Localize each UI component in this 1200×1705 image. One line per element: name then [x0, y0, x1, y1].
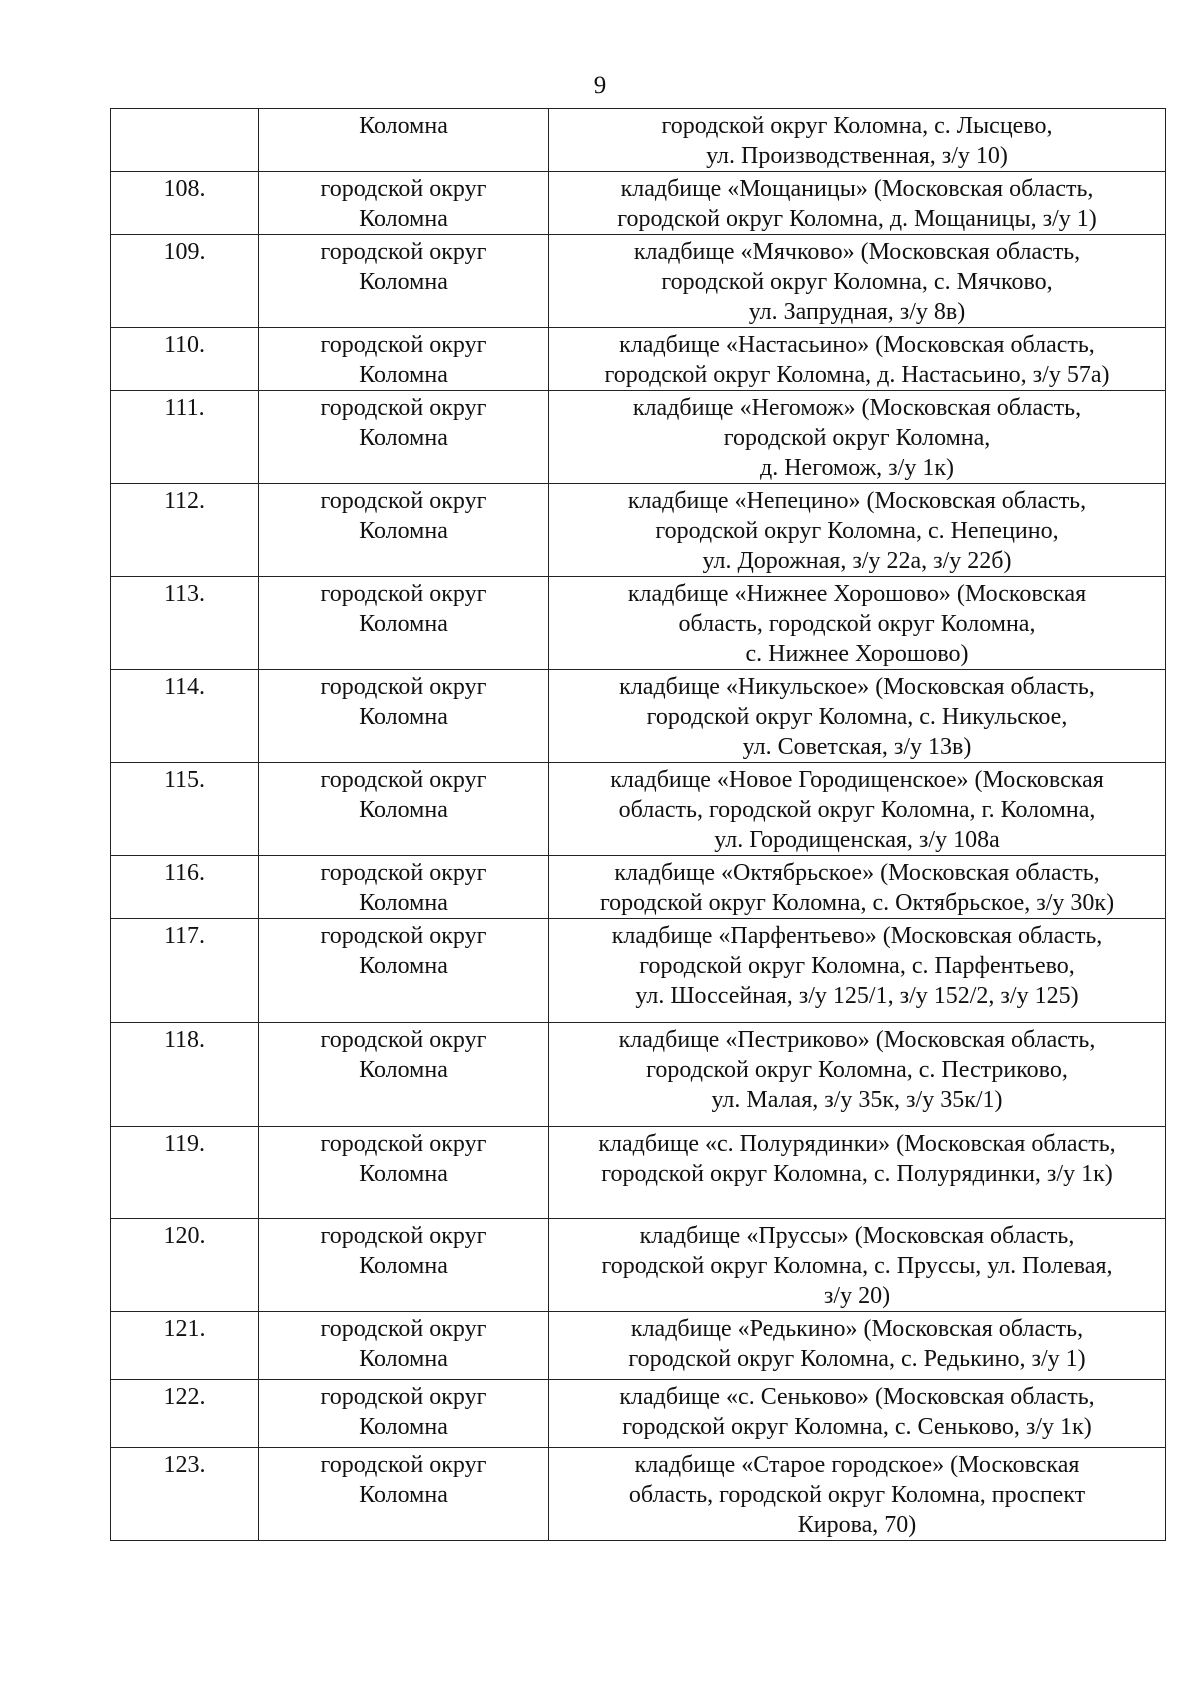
row-number-cell: 119.: [111, 1127, 259, 1219]
table-row: [111, 391, 1166, 484]
row-number-cell: 116.: [111, 856, 259, 919]
table-row: [111, 1380, 1166, 1448]
row-number-cell: 111.: [111, 391, 259, 484]
district-cell: городской округ Коломна: [259, 919, 549, 1023]
row-number-cell: 121.: [111, 1312, 259, 1380]
district-cell: городской округ Коломна: [259, 1219, 549, 1312]
cemetery-cell: кладбище «Октябрьское» (Московская область, городской округ Коломна, с. Октябрьское, з/у 30к): [549, 856, 1166, 919]
row-number-cell: 120.: [111, 1219, 259, 1312]
cemetery-registry-table: [110, 108, 1166, 1541]
row-number-cell: 122.: [111, 1380, 259, 1448]
cemetery-cell: кладбище «Настасьино» (Московская область, городской округ Коломна, д. Настасьино, з/у 57а): [549, 328, 1166, 391]
table-row: [111, 577, 1166, 670]
district-cell: городской округ Коломна: [259, 391, 549, 484]
cemetery-cell: кладбище «Старое городское» (Московская область, городской округ Коломна, проспект Кирова, 70): [549, 1448, 1166, 1541]
row-number-cell: 110.: [111, 328, 259, 391]
district-cell: городской округ Коломна: [259, 1380, 549, 1448]
district-cell: городской округ Коломна: [259, 763, 549, 856]
row-number-cell: [111, 109, 259, 172]
table-body: [111, 109, 1166, 1541]
table-row: [111, 1448, 1166, 1541]
cemetery-cell: кладбище «Никульское» (Московская область, городской округ Коломна, с. Никульское, ул. Советская, з/у 13в): [549, 670, 1166, 763]
table-row: [111, 856, 1166, 919]
table-row: [111, 328, 1166, 391]
cemetery-cell: кладбище «Нижнее Хорошово» (Московская область, городской округ Коломна, с. Нижнее Хорошово): [549, 577, 1166, 670]
page-number: 9: [593, 72, 607, 99]
row-number-cell: 109.: [111, 235, 259, 328]
row-number-cell: 114.: [111, 670, 259, 763]
table-row: [111, 1023, 1166, 1127]
row-number-cell: 112.: [111, 484, 259, 577]
table-row: [111, 919, 1166, 1023]
district-cell: городской округ Коломна: [259, 1127, 549, 1219]
row-number-cell: 118.: [111, 1023, 259, 1127]
cemetery-cell: кладбище «Пестриково» (Московская область, городской округ Коломна, с. Пестриково, ул. Малая, з/у 35к, з/у 35к/1): [549, 1023, 1166, 1127]
district-cell: городской округ Коломна: [259, 484, 549, 577]
row-number-cell: 123.: [111, 1448, 259, 1541]
table-row: [111, 172, 1166, 235]
table-row: [111, 484, 1166, 577]
cemetery-cell: городской округ Коломна, с. Лысцево, ул. Производственная, з/у 10): [549, 109, 1166, 172]
district-cell: городской округ Коломна: [259, 856, 549, 919]
district-cell: городской округ Коломна: [259, 577, 549, 670]
table-row: [111, 670, 1166, 763]
row-number-cell: 115.: [111, 763, 259, 856]
district-cell: городской округ Коломна: [259, 172, 549, 235]
table-row: [111, 1219, 1166, 1312]
district-cell: городской округ Коломна: [259, 235, 549, 328]
cemetery-cell: кладбище «Негомож» (Московская область, городской округ Коломна, д. Негомож, з/у 1к): [549, 391, 1166, 484]
row-number-cell: 117.: [111, 919, 259, 1023]
table-row: [111, 235, 1166, 328]
table-row: [111, 763, 1166, 856]
district-cell: городской округ Коломна: [259, 328, 549, 391]
table-row: [111, 1127, 1166, 1219]
district-cell: Коломна: [259, 109, 549, 172]
cemetery-cell: кладбище «Пруссы» (Московская область, городской округ Коломна, с. Пруссы, ул. Полевая, з/у 20): [549, 1219, 1166, 1312]
district-cell: городской округ Коломна: [259, 1448, 549, 1541]
row-number-cell: 113.: [111, 577, 259, 670]
cemetery-cell: кладбище «с. Сеньково» (Московская область, городской округ Коломна, с. Сеньково, з/у 1к): [549, 1380, 1166, 1448]
table-row: [111, 1312, 1166, 1380]
cemetery-cell: кладбище «Непецино» (Московская область, городской округ Коломна, с. Непецино, ул. Дорожная, з/у 22а, з/у 22б): [549, 484, 1166, 577]
cemetery-cell: кладбище «Редькино» (Московская область, городской округ Коломна, с. Редькино, з/у 1): [549, 1312, 1166, 1380]
district-cell: городской округ Коломна: [259, 670, 549, 763]
row-number-cell: 108.: [111, 172, 259, 235]
cemetery-cell: кладбище «с. Полурядинки» (Московская область, городской округ Коломна, с. Полурядинки, з/у 1к): [549, 1127, 1166, 1219]
district-cell: городской округ Коломна: [259, 1312, 549, 1380]
cemetery-cell: кладбище «Новое Городищенское» (Московская область, городской округ Коломна, г. Коломна, ул. Городищенская, з/у 108а: [549, 763, 1166, 856]
district-cell: городской округ Коломна: [259, 1023, 549, 1127]
table-row: [111, 109, 1166, 172]
cemetery-cell: кладбище «Парфентьево» (Московская область, городской округ Коломна, с. Парфентьево, ул. Шоссейная, з/у 125/1, з/у 152/2, з/у 125): [549, 919, 1166, 1023]
cemetery-cell: кладбище «Мячково» (Московская область, городской округ Коломна, с. Мячково, ул. Запрудная, з/у 8в): [549, 235, 1166, 328]
cemetery-cell: кладбище «Мощаницы» (Московская область, городской округ Коломна, д. Мощаницы, з/у 1): [549, 172, 1166, 235]
